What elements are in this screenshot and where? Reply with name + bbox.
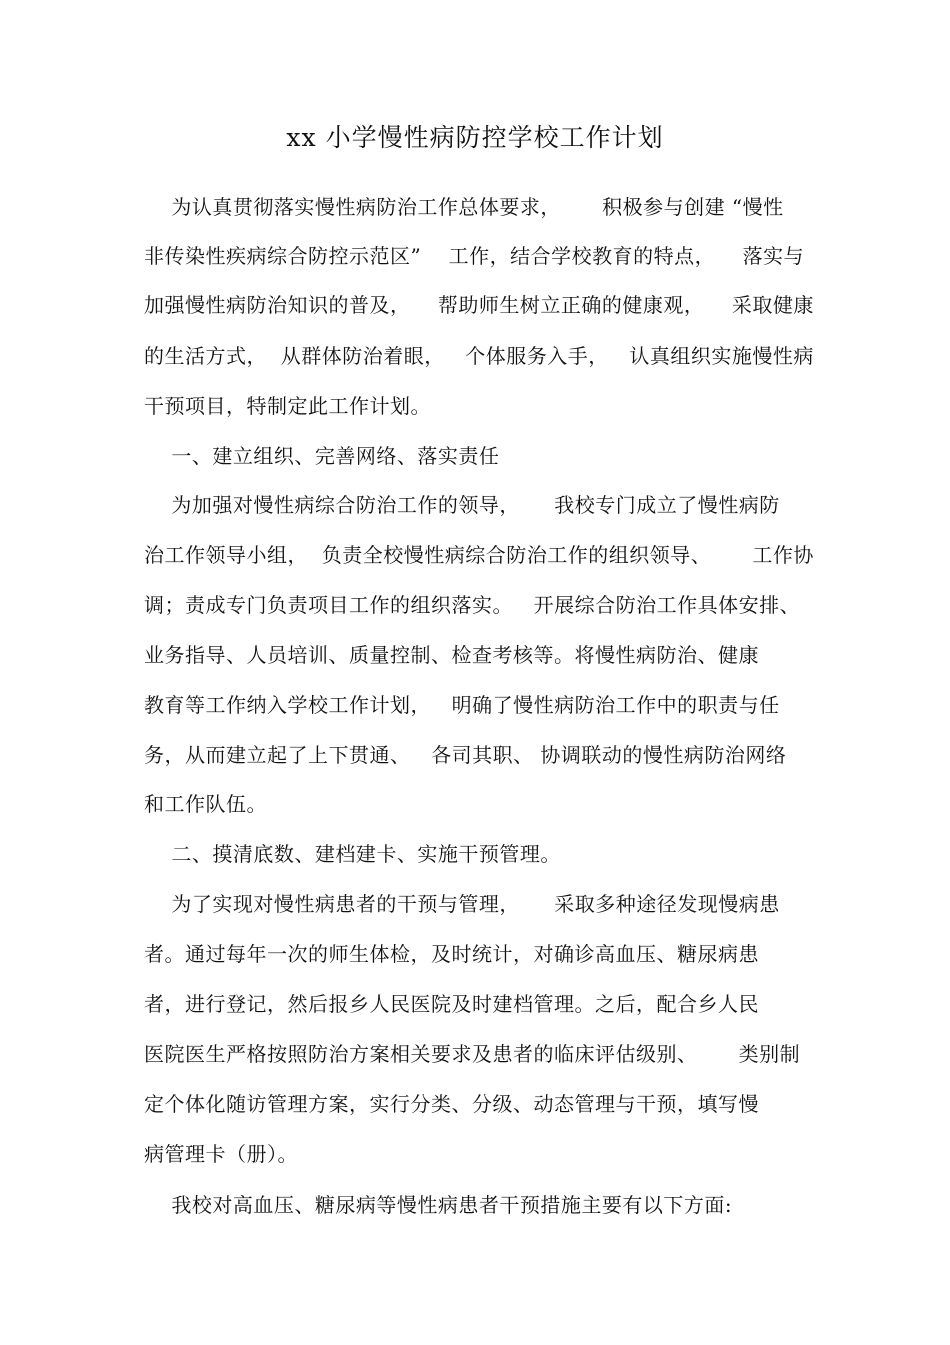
body-line: 和工作队伍。 [144,792,267,816]
body-line: 者，进行登记，然后报乡人民医院及时建档管理。之后，配合乡人民 [144,992,759,1016]
body-line: 为认真贯彻落实慢性病防治工作总体要求， 积极参与创建 “慢性 [144,195,784,219]
section-heading-1: 一、建立组织、完善网络、落实责任 [144,444,500,468]
body-line: 我校对高血压、糖尿病等慢性病患者干预措施主要有以下方面: [144,1193,733,1217]
body-line: 调；责成专门负责项目工作的组织落实。 开展综合防治工作具体安排、 [144,593,801,617]
body-line: 加强慢性病防治知识的普及， 帮助师生树立正确的健康观， 采取健康 [144,293,814,317]
body-line: 为加强对慢性病综合防治工作的领导， 我校专门成立了慢性病防 [144,493,780,517]
body-line: 治工作领导小组， 负责全校慢性病综合防治工作的组织领导、 工作协 [144,543,814,567]
section-heading-2: 二、摸清底数、建档建卡、实施干预管理。 [144,842,561,866]
body-line: 务，从而建立起了上下贯通、 各司其职、 协调联动的慢性病防治网络 [144,743,787,767]
body-line: 医院医生严格按照防治方案相关要求及患者的临床评估级别、 类别制 [144,1042,801,1066]
body-line: 者。通过每年一次的师生体检，及时统计，对确诊高血压、糖尿病患 [144,942,759,966]
body-line: 的生活方式， 从群体防治着眼， 个体服务入手， 认真组织实施慢性病 [144,344,814,368]
body-line: 定个体化随访管理方案，实行分类、分级、动态管理与干预，填写慢 [144,1092,759,1116]
body-line: 病管理卡（册）。 [144,1142,298,1166]
body-line: 业务指导、人员培训、质量控制、检查考核等。将慢性病防治、健康 [144,643,759,667]
document-title: xx 小学慢性病防控学校工作计划 [286,123,664,152]
body-line: 为了实现对慢性病患者的干预与管理， 采取多种途径发现慢病患 [144,892,780,916]
body-line: 非传染性疾病综合防控示范区” 工作，结合学校教育的特点， 落实与 [144,244,805,268]
body-line: 干预项目，特制定此工作计划。 [144,394,431,418]
body-line: 教育等工作纳入学校工作计划， 明确了慢性病防治工作中的职责与任 [144,693,780,717]
